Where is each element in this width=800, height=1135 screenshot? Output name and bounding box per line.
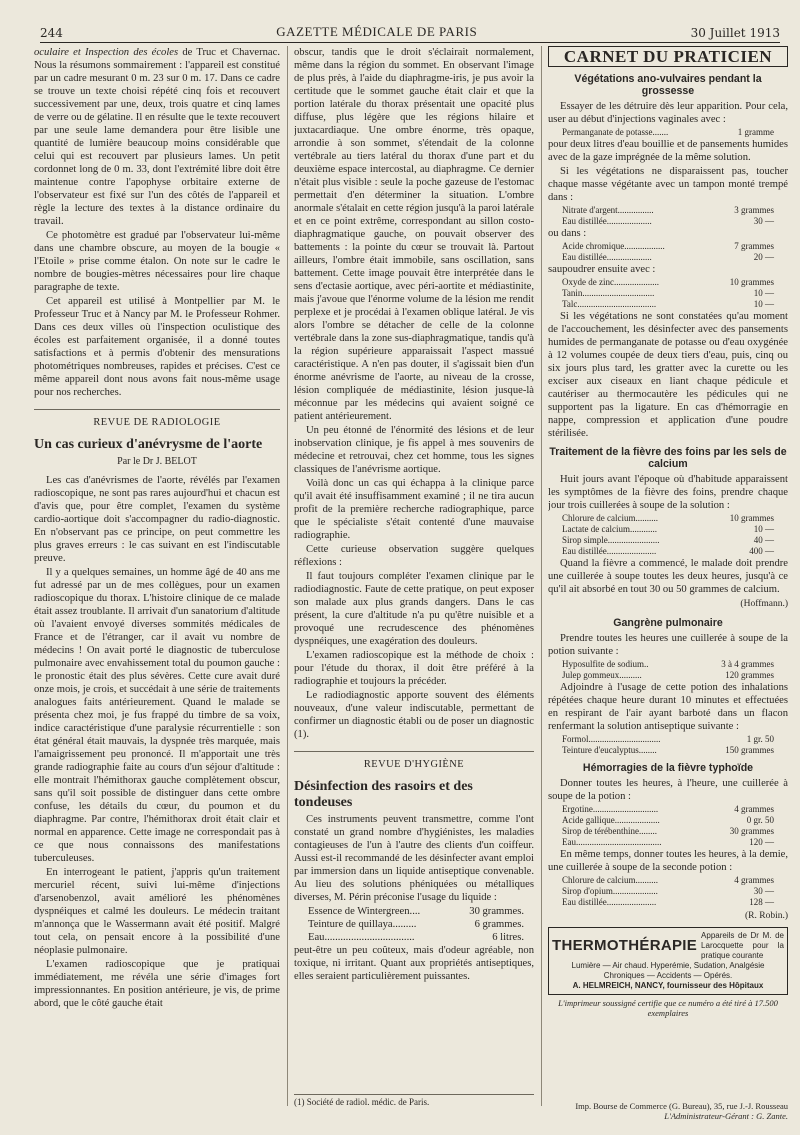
rx-item: Sirop de térébenthine........ — [562, 826, 657, 836]
paragraph — [34, 46, 280, 228]
rx-qty: 0 gr. 50 — [746, 815, 774, 825]
rx-qty: 120 — — [749, 837, 774, 847]
footnote: (1) Société de radiol. médic. de Paris. — [294, 1094, 534, 1107]
rx-item: Oxyde de zinc.................... — [562, 277, 659, 287]
rx-line — [562, 897, 788, 908]
paragraph: Cet appareil est utilisé à Montpellier par M. le Professeur Truc et à Nancy par M. le Professeur Rohmer. Dans ces deux villes où l'inspection oculistique des écoles est parfaitement organisée, il a donné toutes satisfactions et à permis d'obtenir des mensurations photométriques nombreuses, rapides et précises. C'est ce même appareil dont nous avons fait nous-même usage pour nos recherches. — [34, 296, 280, 398]
paragraph: Le radiodiagnostic apporte souvent des éléments nouveaux, d'une valeur indiscutable, permettant de confirmer un diagnostic établi ou de poser un diagnostic (1). — [294, 690, 534, 740]
prescription — [548, 804, 788, 848]
paragraph: saupoudrer ensuite avec : — [548, 264, 656, 275]
rx-item: Chlorure de calcium.......... — [562, 875, 658, 885]
rx-qty: 10 — — [753, 299, 774, 309]
rx-line — [562, 734, 788, 745]
paragraph: Donner toutes les heures, à l'heure, une cuillerée à soupe de la potion : — [548, 778, 788, 802]
column-rule — [541, 46, 542, 1106]
paragraph: Il y a quelques semaines, un homme âgé de 40 ans me fut adressé par un de mes collègues, pour un examen radioscopique du thorax. L'histoire clinique de ce malade était assez troublante. Il arrivait d'un sanatorium d'altitude où l'avaient envoyé diverses sommités médicales de France et de l'étranger, car il avait vu nombre de médecins ! On avait porté le diagnostic de tuberculose pulmonaire avec envahissement total du poumon gauche : le pronostic était des plus sévères. Cette cure avait duré onze mois, je crois, et succédait à une série de traitements analogues faits antérieurement. Quand le malade se présenta chez moi, je fus frappé du timbre de sa voix, indice caractéristique d'une paralysie récurrentielle : son état général était mauvais, la dyspnée très marquée, mais l'amaigrissement peu prononcé. Il m'apportait une très grande radiographie faite au cours d'un séjour d'altitude : elle montrait l'hémithorax gauche complètement obscur, sans qu'il soit possible de distinguer dans cette ombre confuse, les détails du cœur, du poumon et du diaphragme. Par contre, l'hémithorax droit était clair et normal en apparence. Cette image ne correspondait pas à ce que nous connaissons des manifestations tuberculeuses. — [34, 567, 280, 864]
ingredient-line — [294, 918, 534, 931]
rx-qty: 150 grammes — [725, 745, 774, 755]
rx-item: Nitrate d'argent................ — [562, 205, 654, 215]
paragraph: Cette curieuse observation suggère quelques réflexions : — [294, 544, 534, 568]
ad-supplier: A. HELMREICH, NANCY, fournisseur des Hôpitaux — [572, 981, 764, 990]
rx-line — [562, 815, 788, 826]
rubric-title: Hémorragies de la fièvre typhoïde — [582, 762, 754, 774]
paragraph: pour deux litres d'eau bouillie et de pansements humides avec de la gaze imprégnée de la même solution. — [548, 139, 788, 163]
rx-qty: 7 grammes — [734, 241, 774, 251]
carnet-title: CARNET DU PRATICIEN — [548, 46, 788, 67]
rx-item: Sirop simple....................... — [562, 535, 660, 545]
prescription — [548, 513, 788, 557]
paragraph: Adjoindre à l'usage de cette potion des inhalations répétées chaque heure durant 10 minutes et effectuées en respirant de l'air ayant barboté dans un flacon renfermant la solution antiseptique suivante : — [548, 682, 788, 732]
rx-item: Chlorure de calcium.......... — [562, 513, 658, 523]
ingredient-qty: 6 litres. — [492, 932, 524, 943]
column-2 — [294, 46, 534, 1086]
rubric-title: Gangrène pulmonaire — [613, 617, 723, 629]
paragraph: Si les végétations ne sont constatées qu'au moment de l'accouchement, les désinfecter avec des pansements humides de permanganate de potasse ou d'eau oxygénée à 12 volumes coupée de deux tiers d'eau, puis, cinq ou six jours plus tard, les gratter avec la curette ou les exciser aux ciseaux en liant chaque pédicule et cautériser au thermocautère les pédicules qui ne supportent pas la ligature. En cas d'hémorragie en nappe, compression et application d'une poudre stérilisée. — [548, 311, 788, 439]
signature: (R. Robin.) — [744, 911, 788, 921]
rx-line — [562, 837, 788, 848]
rx-line — [562, 875, 788, 886]
rx-line — [562, 252, 788, 263]
rx-qty: 10 grammes — [729, 513, 774, 523]
rx-item: Acide gallique.................... — [562, 815, 660, 825]
rx-line — [562, 670, 788, 681]
printer-line: Imp. Bourse de Commerce (G. Bureau), 35, rue J.-J. Rousseau — [575, 1101, 788, 1111]
paragraph: L'examen radioscopique est la méthode de choix : pour l'étude du thorax, il doit être préféré à la radiographie et toujours la précéder. — [294, 650, 534, 687]
prescription — [548, 659, 788, 681]
rx-item: Permanganate de potasse....... — [562, 127, 669, 137]
ingredient-line — [294, 931, 534, 944]
article-title: Un cas curieux d'anévrysme de l'aorte — [34, 437, 263, 452]
rx-line — [562, 659, 788, 670]
print-run-note: L'imprimeur soussigné certifie que ce numéro a été tiré à 17.500 exemplaires — [558, 998, 778, 1018]
paragraph: Huit jours avant l'époque où d'habitude apparaissent les symptômes de la fièvre des foins, prendre chaque jour trois cuillerées à soupe de la solution : — [548, 474, 788, 511]
rx-qty: 10 — — [753, 524, 774, 534]
rx-line — [562, 513, 788, 524]
journal-title: GAZETTE MÉDICALE DE PARIS — [276, 24, 478, 39]
ad-description: Appareils de Dr M. de Larocquette pour la pratique courante — [701, 931, 784, 960]
paragraph: En interrogeant le patient, j'appris qu'un traitement mercuriel récent, suivi lui-même d'injections d'arsenobenzol, avait amélioré les phénomènes dyspnéiques et calmé les douleurs. Le médecin traitant m'annonça que le Wassermann avait été positif. Malgré tout cela, on pensait encore à la possibilité d'une néoplasie pulmonaire. — [34, 867, 280, 956]
paragraph: En même temps, donner toutes les heures, à la demie, une cuillerée à soupe de la seconde potion : — [548, 849, 788, 873]
rx-line — [562, 886, 788, 897]
paragraph: Quand la fièvre a commencé, le malade doit prendre une cuillerée à soupe toutes les deux heures, jusqu'à ce qu'il ait absorbé en tout 30 ou 50 grammes de calcium. — [548, 558, 788, 595]
rx-item: Lactate de calcium............ — [562, 524, 657, 534]
ad-brand: THERMOTHÉRAPIE — [552, 937, 698, 954]
issue-date: 30 Juillet 1913 — [690, 26, 780, 40]
rx-item: Sirop d'opium.................... — [562, 886, 658, 896]
rx-qty: 10 — — [753, 288, 774, 298]
paragraph: Un peu étonné de l'énormité des lésions et de leur inobservation clinique, je fis appel à mes souvenirs de médecine et retrouvai, chez cet homme, tous les signes classiques de l'anévrisme aortique. — [294, 425, 534, 475]
paragraph: L'examen radioscopique que je pratiquai immédiatement, me révéla une série d'images fort impressionnantes. En position antérieure, je vis, de prime abord, que le côté gauche était — [34, 959, 280, 1009]
rx-line — [562, 826, 788, 837]
page-number: 244 — [40, 26, 63, 40]
rx-qty: 4 grammes — [734, 875, 774, 885]
rx-qty: 120 grammes — [725, 670, 774, 680]
ingredient-qty: 30 grammes. — [469, 906, 524, 917]
rx-line — [562, 524, 788, 535]
rx-item: Eau distillée.................... — [562, 216, 652, 226]
column-3 — [548, 46, 788, 1101]
rx-item: Ergotine............................. — [562, 804, 659, 814]
signature: (Hoffmann.) — [740, 599, 788, 609]
column-rule — [287, 46, 288, 1106]
rx-item: Eau...................................... — [562, 837, 662, 847]
text: de Truc et Chavernac. Nous la résumons sommairement : l'appareil est constitué par un cadre mesurant 0 m. 23 sur 0 m. 17. Dans ce cadre se trouve un texte choisi répété cinq fois et recouvert successivement par une, deux, trois quatre et cinq lames de verre ou de gélatine. Il en résulte que le texte recouvert par une seule lame demandera pour être lisible une quantité de lumière beaucoup moins considérable que celui qui est recouvert par plusieurs lames. Un petit cordonnet long de 0 m. 33, dont l'extrémité libre doit être maintenue contre l'apophyse orbitaire externe de l'observateur est fixé sur l'un des côtés de l'appareil et règle la lecture des textes à la distance ordinaire du travail. — [34, 47, 280, 227]
rx-qty: 30 — — [753, 216, 774, 226]
prescription — [548, 127, 788, 138]
paragraph: Essayer de les détruire dès leur apparition. Pour cela, user au début d'injections vaginales avec : — [548, 101, 788, 125]
rx-qty: 1 gramme — [737, 127, 774, 137]
section-heading: REVUE D'HYGIÈNE — [294, 751, 534, 771]
prescription — [548, 205, 788, 227]
rx-item: Formol................................ — [562, 734, 661, 744]
ad-top — [552, 931, 784, 961]
rx-line — [562, 205, 788, 216]
ingredient-qty: 6 grammes. — [474, 919, 524, 930]
rx-item: Julep gommeux.......... — [562, 670, 642, 680]
byline: Par le Dr J. BELOT — [117, 456, 197, 467]
rx-line — [562, 546, 788, 557]
rx-item: Eau distillée...................... — [562, 897, 657, 907]
paragraph: ou dans : — [548, 228, 587, 239]
rx-line — [562, 216, 788, 227]
rubric-title: Traitement de la fièvre des foins par les sels de calcium — [549, 446, 787, 470]
column-1 — [34, 46, 280, 1106]
manager-line: L'Administrateur-Gérant : G. Zante. — [664, 1111, 788, 1121]
section-heading: REVUE DE RADIOLOGIE — [34, 409, 280, 429]
paragraph: Prendre toutes les heures une cuillerée à soupe de la potion suivante : — [548, 633, 788, 657]
italic-ref: oculaire et Inspection des écoles — [34, 47, 179, 58]
rx-item: Acide chromique.................. — [562, 241, 665, 251]
paragraph: Si les végétations ne disparaissent pas, toucher chaque masse végétante avec un tampon monté trempé dans : — [548, 166, 788, 203]
rx-qty: 30 — — [753, 886, 774, 896]
prescription — [548, 241, 788, 263]
rx-item: Tanin................................ — [562, 288, 655, 298]
rx-item: Teinture d'eucalyptus........ — [562, 745, 657, 755]
rx-line — [562, 288, 788, 299]
prescription — [548, 875, 788, 908]
paragraph: Il faut toujours compléter l'examen clinique par le radiodiagnostic. Faute de cette pratique, on peut exposer son malade aux plus grands dangers. Dans le cas présent, la cure d'altitude n'a pu qu'être nuisible et a provoqué une recrudescence des phénomènes dyspnéiques, une exagération des douleurs. — [294, 571, 534, 647]
rx-qty: 40 — — [753, 535, 774, 545]
ingredient-name: Essence de Wintergreen.... — [308, 906, 421, 917]
paragraph: Ce photomètre est gradué par l'observateur lui-même dans une chambre obscure, au moyen de la bougie « l'Etoile » prise comme étalon. On note sur le cadre le nombre de bougies-mètres nécessaires pour lire chaque paragraphe de texte. — [34, 230, 280, 293]
ad-line: Lumière — Air chaud. Hyperémie, Sudation, Analgésie Chroniques — Accidents — Opérés. — [571, 961, 765, 980]
rx-qty: 10 grammes — [729, 277, 774, 287]
rx-qty: 20 — — [753, 252, 774, 262]
rx-qty: 1 gr. 50 — [746, 734, 774, 744]
rx-line — [562, 535, 788, 546]
imprint — [548, 1101, 788, 1121]
rx-qty: 128 — — [749, 897, 774, 907]
paragraph: Voilà donc un cas qui échappa à la clinique parce qu'il avait été insuffisamment examiné ; il ne tira aucun profit de la première recherche radiographique, parce que le spécialiste s'était contenté d'une mauvaise radiographie. — [294, 478, 534, 541]
rx-qty: 3 grammes — [734, 205, 774, 215]
page-header — [40, 20, 780, 43]
paragraph: Ces instruments peuvent transmettre, comme l'ont constaté un grand nombre d'hygiénistes, les maladies contagieuses de l'un à l'autre des clients d'un coiffeur. Aussi est-il recommandé de les désinfecter avant emploi par immersion dans un liquide antiseptique convenable. Au lieu des solutions phéniquées ou métalliques diverses, M. Périn préconise l'usage du liquide : — [294, 814, 534, 903]
rx-line — [562, 127, 788, 138]
prescription — [548, 734, 788, 756]
rubric-title: Végétations ano-vulvaires pendant la grossesse — [574, 73, 762, 97]
advertisement — [548, 927, 788, 995]
prescription — [548, 277, 788, 310]
rx-line — [562, 241, 788, 252]
ingredient-line — [294, 905, 534, 918]
rx-line — [562, 804, 788, 815]
rx-qty: 3 à 4 grammes — [721, 659, 774, 669]
ingredient-name: Teinture de quillaya......... — [308, 919, 417, 930]
rx-item: Eau distillée.................... — [562, 252, 652, 262]
rx-line — [562, 745, 788, 756]
rx-qty: 400 — — [749, 546, 774, 556]
ingredient-name: Eau.................................. — [308, 932, 415, 943]
rx-qty: 4 grammes — [734, 804, 774, 814]
rx-line — [562, 277, 788, 288]
paragraph: obscur, tandis que le droit s'éclairait normalement, même dans la région du sommet. En observant l'image de plus près, à l'aide du diaphragme-iris, je pus avoir la certitude que le sommet gauche était clair et que la portion latérale du thorax présentait une opacité plus diffuse, plus légère que les régions hilaire et juxtacardiaque. Une ombre énorme, très opaque, arrondie à son sommet, s'étendait de la colonne vertébrale au tiers latéral du thorax d'une part et du deuxième espace intercostal, au diaphragme. Ce dernier n'était plus visible : seule la poche gazeuse de l'estomac permettait d'en déterminer la situation. L'ombre anormale s'étalait en cette région jusqu'à la paroi latérale et en ce point extrême, correspondant au sillon costo-diaphragmatique gauche, on pouvait observer des battements : la pointe du cœur se trouvait là. Partout ailleurs, l'ombre était immobile, sans oscillation, sans battement. Cette image pouvait être interprétée dans le sens d'ectasie aortique, avec péri-aortite et médiastinite, mais j'avoue que l'énorme volume de la lésion me rendit perplexe et je procédai à l'examen oblique latéral. Je vis alors l'ombre se détacher de celle de la colonne vertébrale dans la zone sus-diaphragmatique, tandis qu'à la région supérieure apparaissait l'aspect massué caractéristique. A n'en pas douter, il s'agissait bien d'un énorme anévrisme de l'aorte, au niveau de la crosse, lésion compliquée de médiastinite, lésion jusque-là méconnue par les médecins qui avaient soigné ce patient antérieurement. — [294, 47, 534, 422]
rx-line — [562, 299, 788, 310]
rx-item: Talc................................... — [562, 299, 657, 309]
rx-item: Eau distillée...................... — [562, 546, 657, 556]
paragraph: peut-être un peu coûteux, mais d'odeur agréable, non toxique, ni irritant. Quant aux propriétés antiseptiques, elles seraient particulièrement puissantes. — [294, 945, 534, 982]
paragraph: Les cas d'anévrismes de l'aorte, révélés par l'examen radioscopique, ne sont pas rares aujourd'hui et chacun est d'avis que, pour être complet, l'examen du système cardio-aortique doit s'accompagner du radio-diagnostic. En n'observant pas ce principe, on peut commettre les plus graves erreurs : le cas suivant en est l'indiscutable preuve. — [34, 475, 280, 564]
rx-item: Hyposulfite de sodium.. — [562, 659, 649, 669]
rx-qty: 30 grammes — [729, 826, 774, 836]
article-title: Désinfection des rasoirs et des tondeuses — [294, 779, 473, 810]
